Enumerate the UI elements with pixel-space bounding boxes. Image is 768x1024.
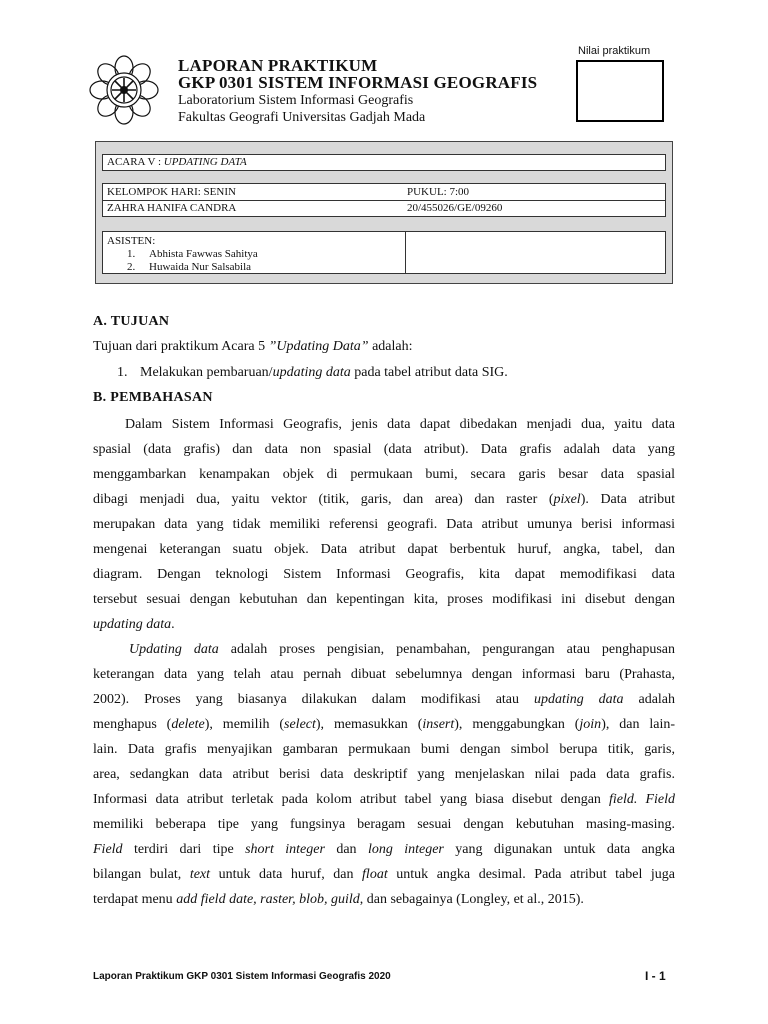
group-row	[103, 184, 665, 201]
grade-box	[576, 60, 664, 122]
paragraph-line: dibagi menjadi dua, yaitu vektor (titik, garis, dan area) dan raster (pixel). Data atribut	[93, 492, 675, 507]
paragraph-line: bilangan bulat, text untuk data huruf, dan float untuk angka desimal. Pada atribut tabel juga	[93, 867, 676, 882]
group-box	[102, 183, 666, 217]
student-id: 20/455026/GE/09260	[407, 202, 503, 214]
faculty-name: Fakultas Geografi Universitas Gadjah Mada	[178, 110, 426, 125]
assistant-name: Abhista Fawwas Sahitya	[149, 248, 258, 260]
course-title: GKP 0301 SISTEM INFORMASI GEOGRAFIS	[178, 73, 538, 92]
purpose-intro: Tujuan dari praktikum Acara 5 ”Updating Data” adalah:	[93, 339, 413, 354]
purpose-item: 1. Melakukan pembaruan/updating data pada tabel atribut data SIG.	[117, 365, 508, 380]
section-b-heading: B. PEMBAHASAN	[93, 390, 213, 405]
assistant-divider	[405, 232, 406, 273]
ugm-emblem-logo	[88, 54, 160, 126]
group-time: PUKUL: 7:00	[407, 186, 470, 198]
acara-prefix: ACARA V :	[107, 156, 164, 168]
paragraph-line: terdapat menu add field date, raster, blob, guild, dan sebagainya (Longley, et al., 2015).	[93, 892, 584, 907]
assistant-name: Huwaida Nur Salsabila	[149, 261, 252, 273]
paragraph-line: menggambarkan kenampakan objek di permukaan bumi, secara garis besar data spasial	[93, 467, 675, 482]
student-name: ZAHRA HANIFA CANDRA	[107, 202, 237, 214]
footer-text: Laporan Praktikum GKP 0301 Sistem Informasi Geografis 2020	[93, 971, 391, 982]
paragraph-line: Field terdiri dari tipe short integer dan long integer yang digunakan untuk data angka	[93, 842, 676, 857]
student-row	[103, 200, 665, 216]
assistant-item: 2. Huwaida Nur Salsabila	[127, 261, 252, 273]
paragraph-line: Informasi data atribut terletak pada kolom atribut tabel yang biasa disebut dengan field. Field	[93, 792, 675, 807]
paragraph-line: updating data.	[93, 617, 175, 632]
group-day: KELOMPOK HARI: SENIN	[107, 186, 236, 198]
paragraph-line: menghapus (delete), memilih (select), memasukkan (insert), menggabungkan (join), dan lain-	[93, 717, 675, 732]
paragraph-line: memiliki beberapa tipe yang fungsinya beragam sesuai dengan kebutuhan masing-masing.	[93, 817, 675, 832]
page-number: I - 1	[645, 969, 666, 983]
info-panel	[95, 141, 673, 284]
acara-box	[102, 154, 666, 171]
report-title: LAPORAN PRAKTIKUM	[178, 56, 378, 75]
paragraph-line: Dalam Sistem Informasi Geografis, jenis data dapat dibedakan menjadi dua, yaitu data	[125, 417, 675, 432]
paragraph-line: tersebut sesuai dengan kebutuhan dan kepentingan kita, proses modifikasi ini disebut dengan	[93, 592, 675, 607]
paragraph-line: 2002). Proses yang biasanya dilakukan dalam modifikasi atau updating data adalah	[93, 692, 676, 707]
section-a-heading: A. TUJUAN	[93, 314, 170, 329]
assistant-box	[102, 231, 666, 274]
assistant-item: 1. Abhista Fawwas Sahitya	[127, 248, 258, 260]
paragraph-line: merupakan data yang tidak memiliki referensi geografi. Data atribut umunya berisi informasi	[93, 517, 675, 532]
paragraph-line: Updating data adalah proses pengisian, penambahan, pengurangan atau penghapusan	[129, 642, 676, 657]
paragraph-line: area, sedangkan data atribut berisi data deskriptif yang menjelaskan nilai pada data grafis.	[93, 767, 675, 782]
lab-name: Laboratorium Sistem Informasi Geografis	[178, 93, 414, 108]
paragraph-line: lain. Data grafis menyajikan gambaran permukaan bumi dengan simbol berupa titik, garis,	[93, 742, 675, 757]
paragraph-line: diagram. Dengan teknologi Sistem Informasi Geografis, kita dapat memodifikasi data	[93, 567, 675, 582]
paragraph-line: mengenai keterangan suatu objek. Data atribut dapat berbentuk huruf, angka, tabel, dan	[93, 542, 675, 557]
acara-title: UPDATING DATA	[163, 156, 247, 168]
grade-label: Nilai praktikum	[578, 45, 651, 57]
paragraph-line: spasial (data grafis) dan data non spasial (data atribut). Data grafis adalah data yang	[93, 442, 675, 457]
assistant-label: ASISTEN:	[107, 235, 156, 247]
paragraph-line: keterangan data yang telah atau pernah dibuat sebelumnya dengan informasi baru (Prahasta,	[93, 667, 675, 682]
